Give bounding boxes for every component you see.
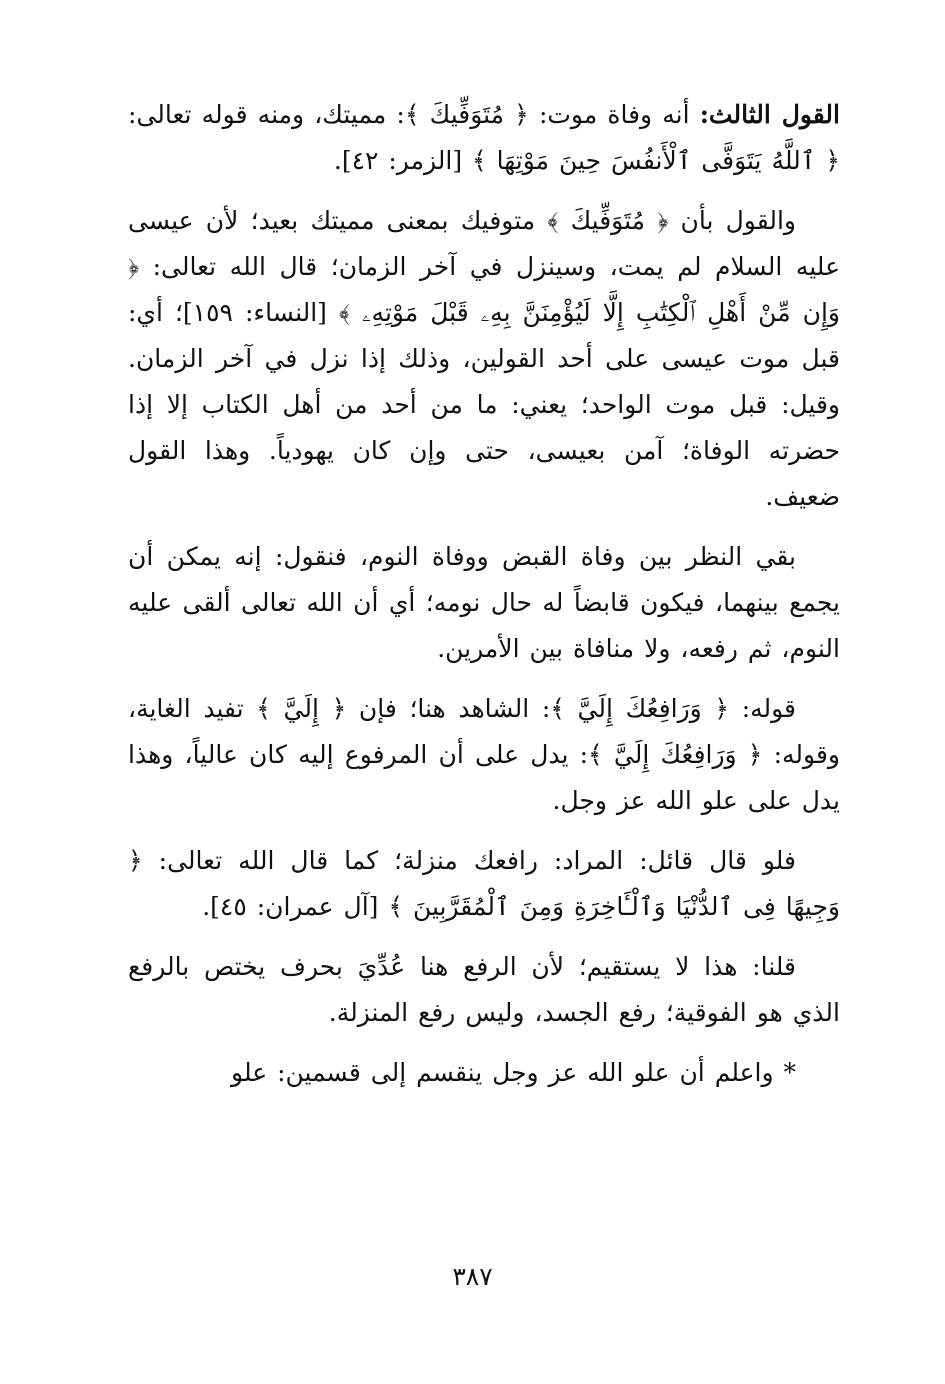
paragraph-elevation-types [128, 1050, 840, 1096]
page-body [128, 92, 840, 1110]
paragraph-text: * واعلم أن علو الله عز وجل ينقسم إلى قسمين: علو [231, 1058, 796, 1087]
paragraph-text: بقي النظر بين وفاة القبض ووفاة النوم، فنقول: إنه يمكن أن يجمع بينهما، فيكون قابضاً له حال نومه؛ أي أن الله تعالى ألقى عليه النوم، ثم رفعه، ولا منافاة بين الأمرين. [128, 542, 840, 663]
paragraph-third-opinion [128, 92, 840, 184]
paragraph-death-refutation [128, 198, 840, 520]
paragraph-answer [128, 944, 840, 1036]
paragraph-objection [128, 838, 840, 930]
paragraph-text: أنه وفاة موت: ﴿ مُتَوَفِّيكَ ﴾: مميتك، ومنه قوله تعالى: ﴿ ٱللَّهُ يَتَوَفَّى ٱلْأَنفُسَ حِينَ مَوْتِهَا ﴾ [الزمر: ٤٢]. [128, 100, 840, 175]
paragraph-raising-evidence [128, 686, 840, 824]
paragraph-sleep-reconciliation [128, 534, 840, 672]
paragraph-text: قلنا: هذا لا يستقيم؛ لأن الرفع هنا عُدِّيَ بحرف يختص بالرفع الذي هو الفوقية؛ رفع الجسد، وليس رفع المنزلة. [128, 952, 840, 1027]
page-number: ٣٨٧ [452, 1262, 493, 1291]
paragraph-lead: القول الثالث: [699, 100, 840, 129]
paragraph-text: والقول بأن ﴿ مُتَوَفِّيكَ ﴾ متوفيك بمعنى مميتك بعيد؛ لأن عيسى عليه السلام لم يمت، وسينزل في آخر الزمان؛ قال الله تعالى: ﴿ وَإِن مِّنْ أَهْلِ ٱلْكِتَٰبِ إِلَّا لَيُؤْمِنَنَّ بِهِۦ قَبْلَ مَوْتِهِۦ ﴾ [النساء: ١٥٩]؛ أي: قبل موت عيسى على أحد القولين، وذلك إذا نزل في آخر الزمان. وقيل: قبل موت الواحد؛ يعني: ما من أحد من أهل الكتاب إلا إذا حضرته الوفاة؛ آمن بعيسى، حتى وإن كان يهودياً. وهذا القول ضعيف. [128, 206, 840, 511]
paragraph-text: قوله: ﴿ وَرَافِعُكَ إِلَيَّ ﴾: الشاهد هنا؛ فإن ﴿ إِلَيَّ ﴾ تفيد الغاية، وقوله: ﴿ وَرَافِعُكَ إِلَيَّ ﴾: يدل على أن المرفوع إليه كان عالياً، وهذا يدل على علو الله عز وجل. [128, 694, 840, 815]
paragraph-text: فلو قال قائل: المراد: رافعك منزلة؛ كما قال الله تعالى: ﴿ وَجِيهًا فِى ٱلدُّنْيَا وَٱلْـَٔاخِرَةِ وَمِنَ ٱلْمُقَرَّبِينَ ﴾ [آل عمران: ٤٥]. [128, 846, 840, 921]
